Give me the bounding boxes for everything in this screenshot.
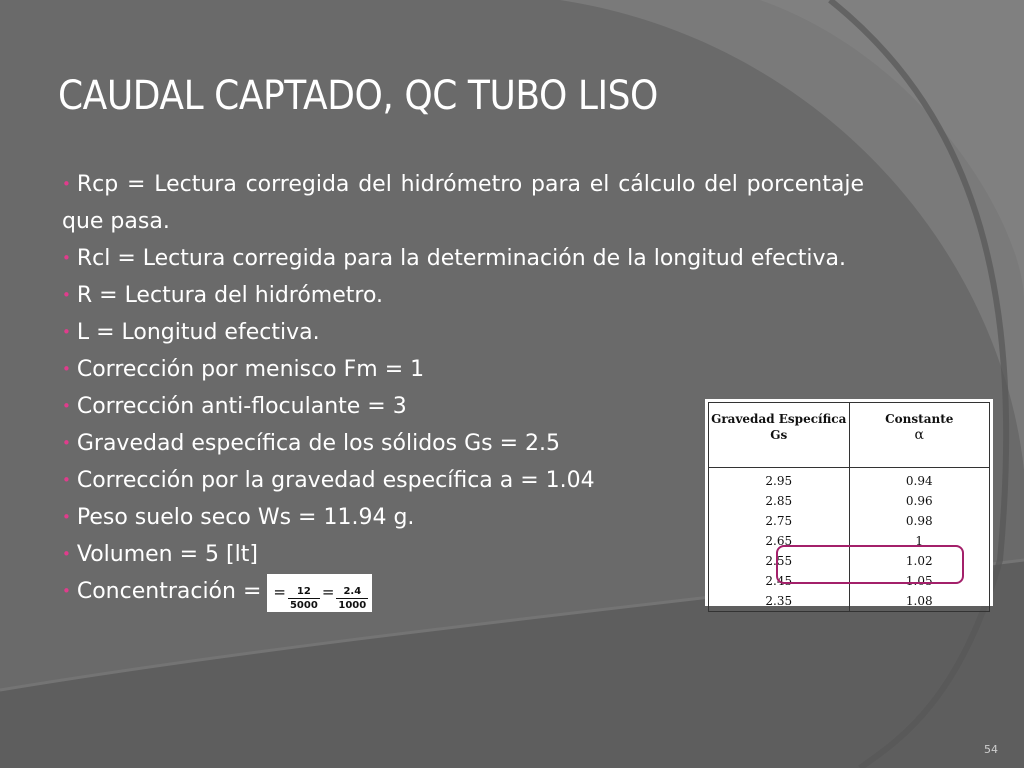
bullet-text: Gravedad específica de los sólidos Gs = 2.5 bbox=[76, 431, 560, 456]
table-cell: 2.35 bbox=[709, 591, 850, 612]
fraction bbox=[288, 585, 320, 612]
list-item bbox=[62, 240, 864, 277]
bullet-icon: • bbox=[62, 249, 71, 267]
bullet-text: L = Longitud efectiva. bbox=[76, 320, 320, 345]
table-header-row bbox=[709, 403, 990, 468]
page-number: 54 bbox=[984, 743, 998, 756]
list-item bbox=[62, 351, 864, 388]
list-item bbox=[62, 166, 864, 240]
bullet-text: Corrección por menisco Fm = 1 bbox=[76, 357, 425, 382]
bullet-icon: • bbox=[62, 323, 71, 341]
table-cell: 0.94 bbox=[849, 468, 990, 492]
bullet-icon: • bbox=[62, 360, 71, 378]
bullet-icon: • bbox=[62, 471, 71, 489]
table-cell: 2.95 bbox=[709, 468, 850, 492]
column-header-gs bbox=[709, 403, 850, 468]
table-cell: 1.08 bbox=[849, 591, 990, 612]
fraction bbox=[336, 585, 368, 612]
page-title: CAUDAL CAPTADO, QC TUBO LISO bbox=[58, 73, 658, 119]
list-item bbox=[62, 277, 864, 314]
equals-sign: = bbox=[321, 583, 335, 601]
header-label: Constante bbox=[885, 412, 954, 426]
table-row bbox=[709, 511, 990, 531]
header-symbol: α bbox=[914, 427, 924, 443]
bullet-icon: • bbox=[62, 434, 71, 452]
bullet-icon: • bbox=[62, 175, 71, 193]
table-row bbox=[709, 468, 990, 492]
table-cell: 2.75 bbox=[709, 511, 850, 531]
bullet-icon: • bbox=[62, 545, 71, 563]
bullet-text: Volumen = 5 [lt] bbox=[76, 542, 258, 567]
table-cell: 1.05 bbox=[849, 571, 990, 591]
highlight-box bbox=[776, 545, 964, 584]
table-row bbox=[709, 591, 990, 612]
table-cell: 1 bbox=[849, 531, 990, 551]
equals-sign: = bbox=[273, 583, 286, 601]
fraction-numerator: 12 bbox=[288, 585, 320, 599]
bullet-icon: • bbox=[62, 582, 71, 600]
bullet-text: Peso suelo seco Ws = 11.94 g. bbox=[76, 505, 415, 530]
bullet-icon: • bbox=[62, 397, 71, 415]
table-cell: 2.65 bbox=[709, 531, 850, 551]
fraction-denominator: 1000 bbox=[338, 600, 367, 611]
table-cell: 1.02 bbox=[849, 551, 990, 571]
concentration-formula bbox=[267, 574, 372, 612]
list-item bbox=[62, 314, 864, 351]
fraction-denominator: 5000 bbox=[289, 600, 318, 611]
table-cell: 2.45 bbox=[709, 571, 850, 591]
fraction-numerator: 2.4 bbox=[336, 585, 368, 599]
bullet-text: Corrección anti-floculante = 3 bbox=[76, 394, 407, 419]
header-symbol: Gs bbox=[770, 428, 788, 442]
table-row bbox=[709, 491, 990, 511]
column-header-alpha bbox=[849, 403, 990, 468]
bullet-text: Rcp = Lectura corregida del hidrómetro para el cálculo del porcentaje que pasa. bbox=[62, 172, 864, 234]
bullet-text: Rcl = Lectura corregida para la determinación de la longitud efectiva. bbox=[76, 246, 846, 271]
table-cell: 2.85 bbox=[709, 491, 850, 511]
table-cell: 2.55 bbox=[709, 551, 850, 571]
table-cell: 0.96 bbox=[849, 491, 990, 511]
bullet-text: Corrección por la gravedad específica a = 1.04 bbox=[76, 468, 595, 493]
concentration-label: Concentración = bbox=[76, 579, 262, 604]
bullet-icon: • bbox=[62, 508, 71, 526]
bullet-icon: • bbox=[62, 286, 71, 304]
table-cell: 0.98 bbox=[849, 511, 990, 531]
header-label: Gravedad Específica bbox=[711, 412, 847, 426]
bullet-text: R = Lectura del hidrómetro. bbox=[76, 283, 384, 308]
